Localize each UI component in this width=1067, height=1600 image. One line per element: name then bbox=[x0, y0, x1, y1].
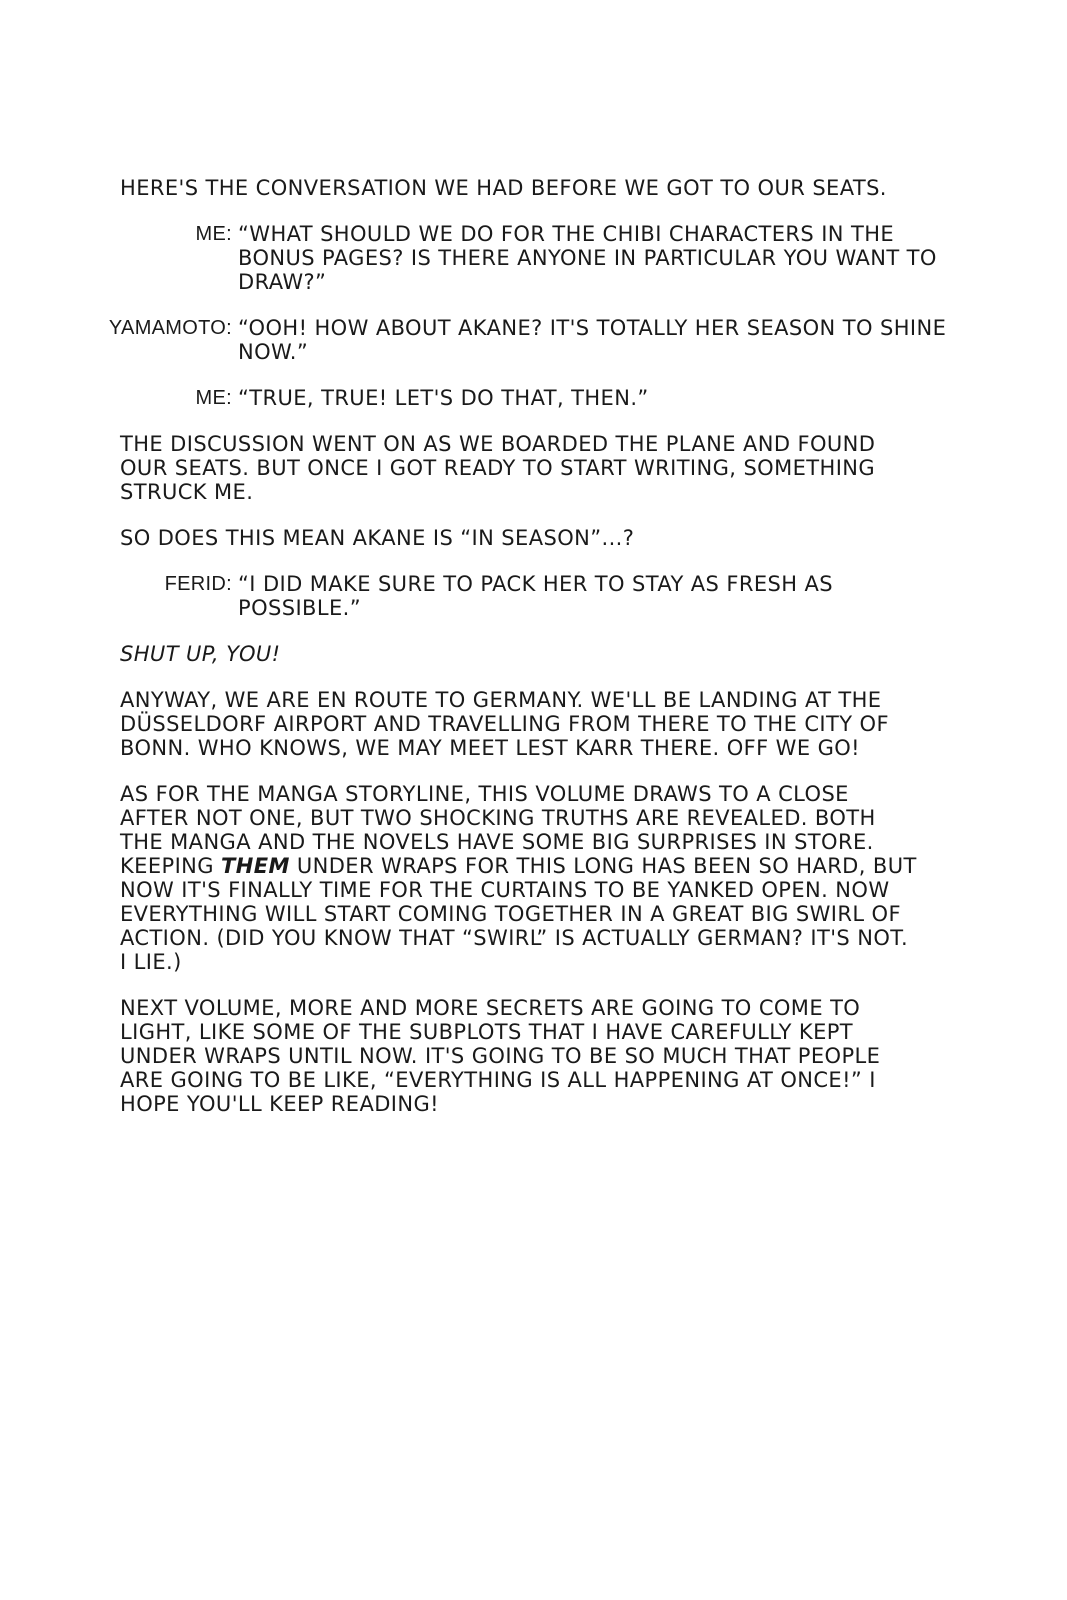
dialogue-line-me-1 bbox=[120, 222, 937, 294]
paragraph-discussion: THE DISCUSSION WENT ON AS WE BOARDED THE PLANE AND FOUND OUR SEATS. BUT ONCE I GOT READY TO START WRITING, SOMETHING STRUCK ME. bbox=[120, 432, 876, 504]
speaker-label: YAMAMOTO: bbox=[108, 317, 232, 339]
paragraph-intro: HERE'S THE CONVERSATION WE HAD BEFORE WE GOT TO OUR SEATS. bbox=[120, 176, 887, 200]
storyline-text-start: AS FOR THE MANGA STORYLINE, THIS VOLUME DRAWS TO A CLOSE AFTER NOT ONE, BUT TWO SHOCKING TRUTHS ARE REVEALED. BOTH THE MANGA AND THE NOVELS HAVE SOME BIG SURPRISES IN STORE. KEEPING bbox=[120, 782, 876, 878]
paragraph-next-volume: NEXT VOLUME, MORE AND MORE SECRETS ARE GOING TO COME TO LIGHT, LIKE SOME OF THE SUBPLOTS THAT I HAVE CAREFULLY KEPT UNDER WRAPS UNTIL NOW. IT'S GOING TO BE SO MUCH THAT PEOPLE ARE GOING TO BE LIKE, “EVERYTHING IS ALL HAPPENING AT ONCE!” I HOPE YOU'LL KEEP READING! bbox=[120, 996, 881, 1116]
afterword-text bbox=[108, 176, 947, 1138]
speech-text: “WHAT SHOULD WE DO FOR THE CHIBI CHARACTERS IN THE BONUS PAGES? IS THERE ANYONE IN PARTICULAR YOU WANT TO DRAW?” bbox=[238, 222, 937, 294]
emphasis-them: THEM bbox=[221, 854, 290, 878]
paragraph-germany: ANYWAY, WE ARE EN ROUTE TO GERMANY. WE'LL BE LANDING AT THE DÜSSELDORF AIRPORT AND TRAVELLING FROM THERE TO THE CITY OF BONN. WHO KNOWS, WE MAY MEET LEST KARR THERE. OFF WE GO! bbox=[120, 688, 889, 760]
speaker-label: ME: bbox=[195, 387, 232, 409]
dialogue-line-me-2 bbox=[120, 386, 920, 410]
speaker-label: FERID: bbox=[164, 573, 232, 595]
speech-text: “OOH! HOW ABOUT AKANE? IT'S TOTALLY HER SEASON TO SHINE NOW.” bbox=[238, 316, 947, 364]
dialogue-line-ferid bbox=[120, 572, 920, 620]
storyline-text-end: UNDER WRAPS FOR THIS LONG HAS BEEN SO HARD, BUT NOW IT'S FINALLY TIME FOR THE CURTAINS TO BE YANKED OPEN. NOW EVERYTHING WILL START COMING TOGETHER IN A GREAT BIG SWIRL OF ACTION. (DID YOU KNOW THAT “SWIRL” IS ACTUALLY GERMAN? IT'S NOT. I LIE.) bbox=[120, 854, 917, 974]
speaker-label: ME: bbox=[195, 223, 232, 245]
paragraph-shut-up: SHUT UP, YOU! bbox=[120, 642, 281, 666]
dialogue-line-yamamoto bbox=[108, 316, 947, 364]
speech-text: “I DID MAKE SURE TO PACK HER TO STAY AS FRESH AS POSSIBLE.” bbox=[238, 572, 833, 620]
paragraph-storyline bbox=[120, 782, 920, 974]
paragraph-in-season: SO DOES THIS MEAN AKANE IS “IN SEASON”...? bbox=[120, 526, 635, 550]
speech-text: “TRUE, TRUE! LET'S DO THAT, THEN.” bbox=[238, 386, 649, 410]
